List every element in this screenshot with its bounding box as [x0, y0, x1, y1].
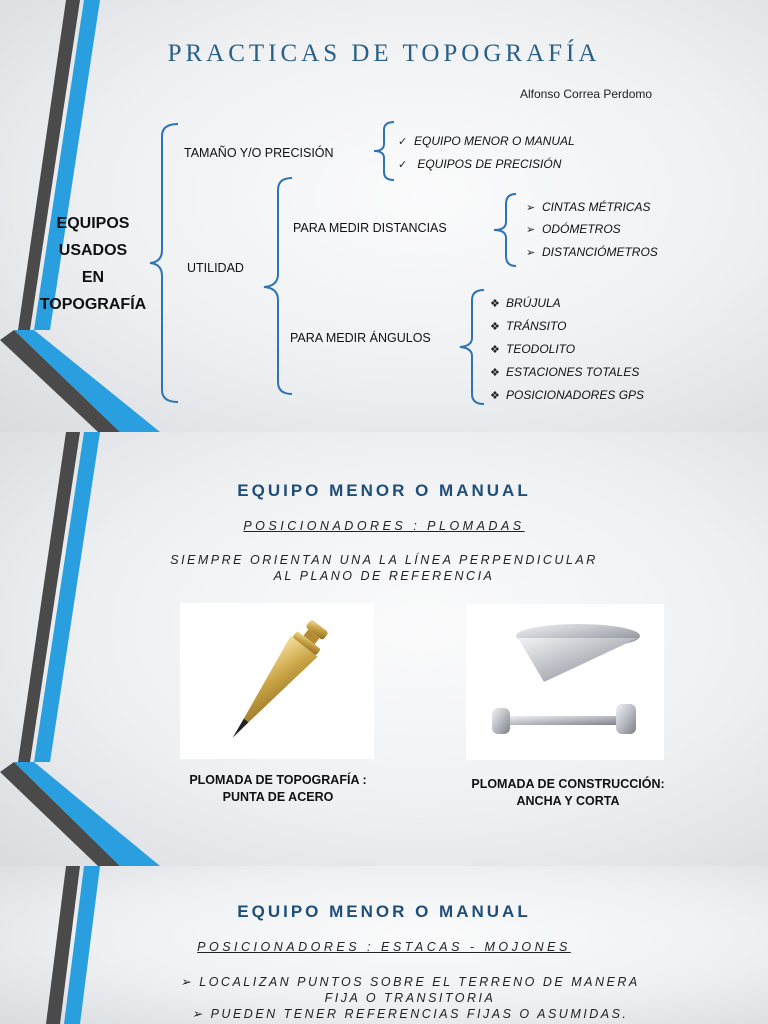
section-statement — [0, 552, 768, 584]
main-label-line: USADOS — [58, 242, 128, 259]
section-subheading: POSICIONADORES : PLOMADAS — [243, 519, 525, 533]
utility-bracket — [260, 176, 296, 396]
list-item-label: CINTAS MÉTRICAS — [542, 200, 651, 214]
construction-plumb-bob-image — [466, 604, 664, 760]
angles-bracket — [456, 288, 488, 406]
section-heading: EQUIPO MENOR O MANUAL — [237, 902, 531, 921]
list-item-label: POSICIONADORES GPS — [506, 388, 645, 402]
slide-3 — [0, 866, 768, 1024]
caption-line: ANCHA Y CORTA — [516, 794, 620, 808]
statement-line: SIEMPRE ORIENTAN UNA LA LÍNEA PERPENDICULAR — [170, 553, 598, 567]
statement-line: AL PLANO DE REFERENCIA — [273, 569, 495, 583]
distances-label: PARA MEDIR DISTANCIAS — [293, 221, 447, 235]
main-label-line: TOPOGRAFÍA — [39, 296, 147, 313]
list-item — [490, 365, 639, 379]
list-item-label: EQUIPO MENOR O MANUAL — [414, 134, 575, 148]
list-item — [526, 200, 650, 214]
main-label — [25, 210, 161, 318]
surveying-plumb-bob-image — [180, 603, 374, 759]
list-item-label: PUEDEN TENER REFERENCIAS FIJAS O ASUMIDAS. — [210, 1007, 629, 1021]
slide-2 — [0, 432, 768, 866]
caption-line: PLOMADA DE TOPOGRAFÍA : — [189, 773, 367, 787]
list-item-label: DISTANCIÓMETROS — [542, 245, 658, 259]
arrow-icon: ➢ — [526, 224, 536, 236]
main-bracket — [148, 122, 182, 404]
list-item-label: ODÓMETROS — [542, 222, 621, 236]
list-item — [526, 245, 658, 259]
list-item-label: BRÚJULA — [506, 296, 561, 310]
list-item-label: EQUIPOS DE PRECISIÓN — [417, 157, 562, 171]
arrow-icon: ➢ — [180, 975, 194, 989]
arrow-icon: ➢ — [526, 247, 536, 259]
list-item-label: TEODOLITO — [506, 342, 576, 356]
arrow-icon: ➢ — [526, 202, 536, 214]
check-icon: ✓ — [398, 136, 408, 148]
list-item — [490, 342, 575, 356]
list-item — [398, 157, 561, 171]
size-precision-label: TAMAÑO Y/O PRECISIÓN — [184, 146, 334, 160]
diamond-icon: ❖ — [490, 344, 500, 356]
bullet-list — [150, 974, 670, 1022]
right-caption — [440, 776, 696, 810]
size-bracket — [370, 120, 398, 182]
angles-label: PARA MEDIR ÁNGULOS — [290, 331, 431, 345]
arrow-icon: ➢ — [191, 1007, 205, 1021]
list-item — [398, 134, 575, 148]
list-item-label: TRÁNSITO — [506, 319, 567, 333]
section-subheading: POSICIONADORES : ESTACAS - MOJONES — [197, 940, 571, 954]
diamond-icon: ❖ — [490, 321, 500, 333]
slide-1 — [0, 0, 768, 432]
utility-label: UTILIDAD — [187, 261, 244, 275]
author-name: Alfonso Correa Perdomo — [520, 87, 653, 101]
diamond-icon: ❖ — [490, 390, 500, 402]
diamond-icon: ❖ — [490, 298, 500, 310]
check-icon: ✓ — [398, 159, 408, 171]
list-item — [490, 388, 644, 402]
list-item-label: LOCALIZAN PUNTOS SOBRE EL TERRENO DE MANERA — [199, 975, 640, 989]
left-caption — [150, 772, 406, 806]
section-heading: EQUIPO MENOR O MANUAL — [237, 481, 531, 500]
list-item — [490, 296, 561, 310]
caption-line: PLOMADA DE CONSTRUCCIÓN: — [471, 777, 665, 791]
list-item-label: ESTACIONES TOTALES — [506, 365, 640, 379]
list-item — [150, 1006, 670, 1022]
list-item — [526, 222, 621, 236]
main-label-line: EN — [81, 269, 105, 286]
page-title: PRACTICAS DE TOPOGRAFÍA — [167, 40, 601, 67]
distances-bracket — [490, 192, 520, 268]
diamond-icon: ❖ — [490, 367, 500, 379]
main-label-line: EQUIPOS — [56, 215, 130, 232]
list-item — [490, 319, 566, 333]
caption-line: PUNTA DE ACERO — [222, 790, 334, 804]
list-item — [150, 974, 670, 990]
list-item-label: FIJA O TRANSITORIA — [324, 991, 496, 1005]
